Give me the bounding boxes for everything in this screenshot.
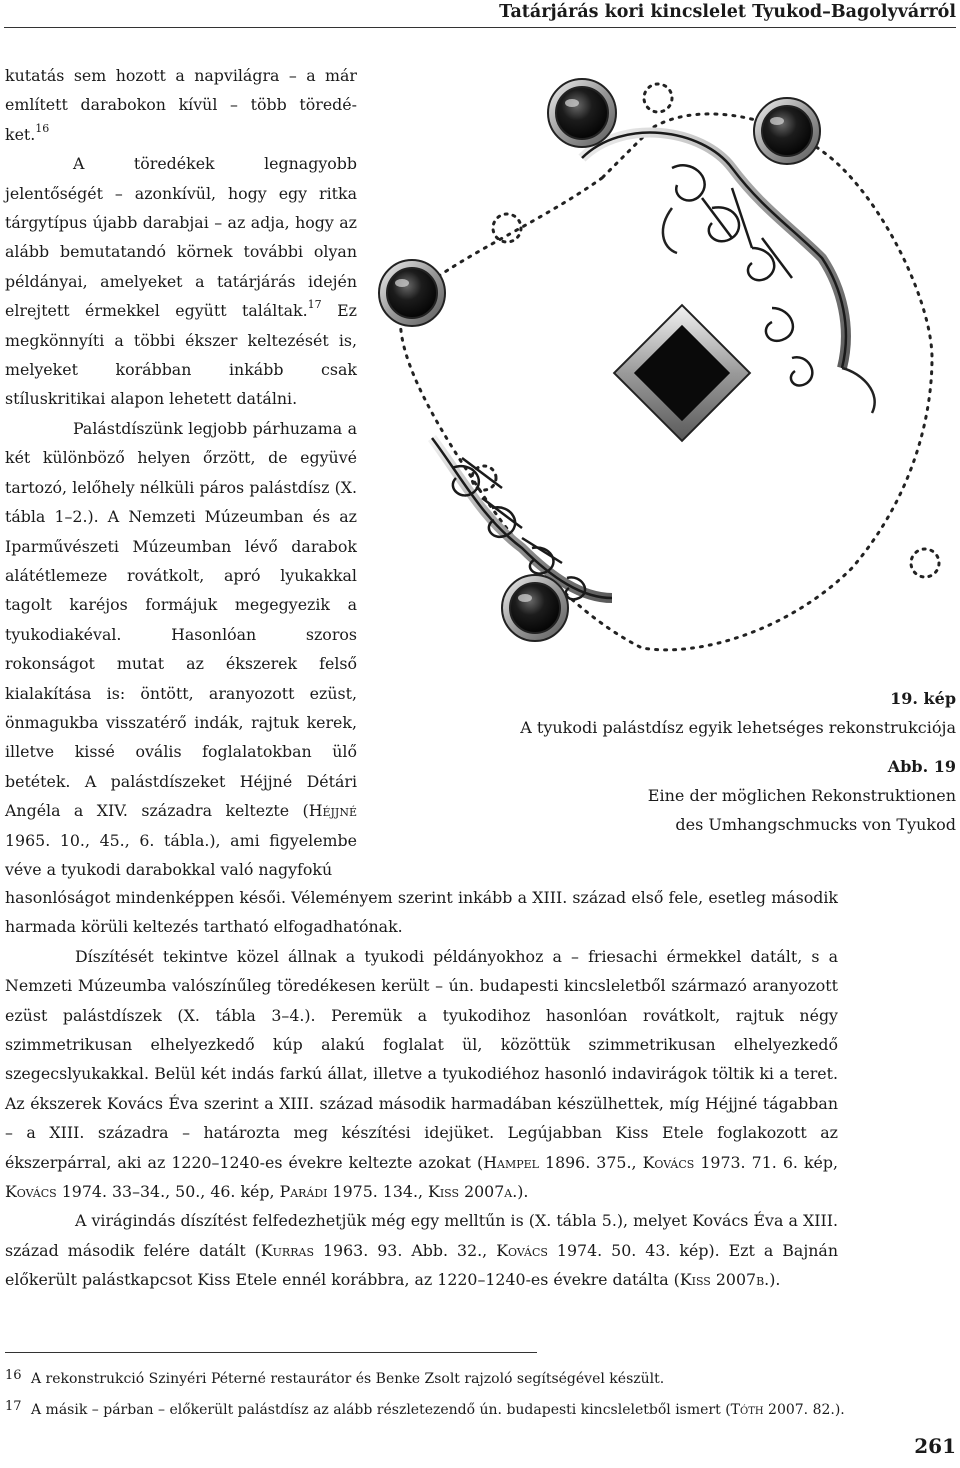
paragraph-5: A virágindás díszítést felfedezhetjük még egy melltűn is (X. tábla 5.), melyet Kovács Éva a XIII. század második felére datált (Kurras 1963. 93. Abb. 32., Kovács 1974. 50. 43. kép). Ezt a Bajnán előkerült palástkapcsot Kiss Etele ennél korábbra, az 1220–1240-es évekre datálta (Kiss 2007b.). (5, 1211, 838, 1290)
footnote-17: 17 A másik – párban – előkerült palástdísz az alább részletezendő ún. budapesti kincsleletből ismert (Tóth 2007. 82.). (5, 1393, 925, 1424)
paragraph-2: A töredékek legnagyobb jelentőségét – azonkívül, hogy egy ritka tárgytípus újabb darabjai – az adja, hogy az alább bemutatandó körnek további olyan példányai, amelyeket a tatárjárás idején elrejtett érmekkel együtt találtak.$^{17}$ Ez megkönnyíti a többi ékszer keltezését is, melyeket korábban inkább csak stíluskritikai alapon lehetett datálni. (5, 154, 357, 409)
wide-text-column (5, 883, 838, 1295)
footnote-number: 17 (5, 1399, 22, 1414)
paragraph-1: kutatás sem hozott a napvilágra – a már említett darabokon kívül – több töredéket.$^{16}$ (5, 66, 357, 144)
footnote-ref-17[interactable]: 17 (307, 297, 322, 311)
narrow-text-column (5, 61, 357, 884)
page-number: 261 (914, 1434, 956, 1458)
figure-caption-de-line2: des Umhangschmucks von Tyukod (675, 815, 956, 834)
footnote-16: 16 A rekonstrukció Szinyéri Péterné restaurátor és Benke Zsolt rajzoló segítségével készült. (5, 1362, 925, 1393)
footnote-ref-16[interactable]: 16 (35, 121, 50, 135)
paragraph-3: Palástdíszünk legjobb párhuzama a két különböző helyen őrzött, de együvé tartozó, lelőhely nélküli páros palástdísz (X. tábla 1–2.). A Nemzeti Múzeumban és az Iparművészeti Múzeumban lévő darabok alátétlemeze rovátkolt, apró lyukakkal tagolt karéjos formájuk megegyezik a tyukodiakéval. Hasonlóan szoros rokonságot mutat az ékszerek felső kialakítása is: öntött, aranyozott ezüst, önmagukba visszatérő indák, rajtuk kerek, illetve kissé ovális foglalatokban ülő betétek. A palástdíszeket Héjjné Détári Angéla a XIV. századra keltezte (Héjjné 1965. 10., 45., 6. tábla.), ami figyelembe véve a tyukodi darabokkal való nagyfokú (5, 418, 357, 879)
footnotes (5, 1362, 925, 1424)
figure-caption-hu (436, 684, 956, 742)
footnote-rule (5, 1352, 537, 1353)
paragraph-3-continued: hasonlóságot mindenképpen késői. Véleményem szerint inkább a XIII. század első fele, esetleg második harmada körüli keltezés tartható elfogadhatónak. (5, 888, 838, 937)
cloak-ornament-reconstruction-drawing (372, 58, 960, 683)
figure-illustration (372, 58, 960, 683)
figure-number-de: Abb. 19 (887, 757, 956, 776)
header-rule (4, 27, 956, 28)
paragraph-4: Díszítését tekintve közel állnak a tyukodi példányokhoz a – friesachi érmekkel datált, s a Nemzeti Múzeumba valószínűleg töredékesen került – ún. budapesti kincsleletből származó aranyozott ezüst palástdíszek (X. tábla 3–4.). Peremük a tyukodihoz hasonlóan rovátkolt, rajtuk négy szimmetrikusan elhelyezkedő kúp alakú foglalat ül, közöttük szimmetrikusan elhelyezkedő szegecslyukakkal. Belül két indás farkú állat, illetve a tyukodiéhoz hasonló indavirágok töltik ki a teret. Az ékszerek Kovács Éva szerint a XIII. század második harmadában készülhettek, míg Héjjné tágabban – a XIII. századra – határozta meg készítési idejüket. Legújabban Kiss Etele foglakozott az ékszerpárral, aki az 1220–1240-es évekre keltezte azokat (Hampel 1896. 375., Kovács 1973. 71. 6. kép, Kovács 1974. 33–34., 50., 46. kép, Parádi 1975. 134., Kiss 2007a.). (5, 946, 839, 1202)
figure-number-hu: 19. kép (890, 689, 956, 708)
figure-caption-hu-text: A tyukodi palástdísz egyik lehetséges rekonstrukciója (520, 718, 956, 737)
author-name: Héjjné (308, 801, 357, 821)
figure-caption-de (436, 752, 956, 839)
figure-caption-de-line1: Eine der möglichen Rekonstruktionen (647, 786, 956, 805)
footnote-number: 16 (5, 1368, 22, 1383)
running-title: Tatárjárás kori kincslelet Tyukod–Bagolyvárról (499, 2, 956, 22)
